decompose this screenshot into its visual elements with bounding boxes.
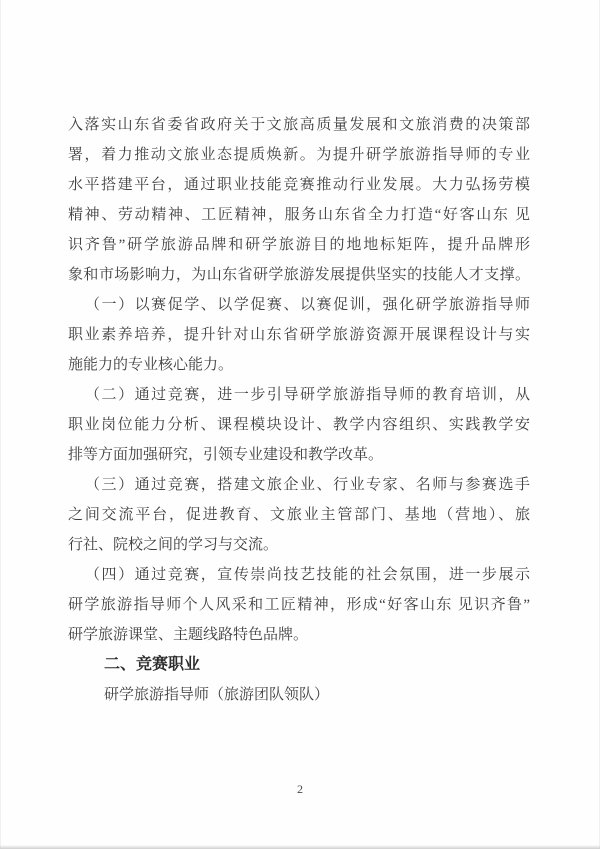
text-line: 署，着力推动文旅业态提质焕新。为提升研学旅游指导师的专业 (68, 147, 530, 163)
text-line: 水平搭建平台，通过职业技能竞赛推动行业发展。大力弘扬劳模 (68, 177, 530, 193)
text-line: 行社、院校之间的学习与交流。 (68, 537, 279, 553)
text-line: 排等方面加强研究，引领专业建设和教学改革。 (68, 447, 384, 463)
page-number: 2 (297, 782, 303, 796)
text-line: 职业岗位能力分析、课程模块设计、教学内容组织、实践教学安 (68, 417, 530, 433)
text-line: （一）以赛促学、以学促赛、以赛促训，强化研学旅游指导师 (85, 297, 530, 313)
scan-edge-left (0, 0, 1, 849)
text-line: 入落实山东省委省政府关于文旅高质量发展和文旅消费的决策部 (68, 117, 530, 133)
text-line: 研学旅游指导师个人风采和工匠精神，形成“好客山东 见识齐鲁” (68, 597, 530, 613)
document-body (68, 110, 530, 710)
text-line: 职业素养培养，提升针对山东省研学旅游资源开展课程设计与实 (68, 327, 530, 343)
text-line: 研学旅游课堂、主题线路特色品牌。 (68, 627, 309, 643)
text-line: （三）通过竞赛，搭建文旅企业、行业专家、名师与参赛选手 (85, 477, 530, 493)
text-line: 象和市场影响力，为山东省研学旅游发展提供坚实的技能人才支撑。 (68, 267, 530, 283)
text-line: 精神、劳动精神、工匠精神，服务山东省全力打造“好客山东 见 (68, 207, 530, 223)
scan-edge-bottom (0, 845, 600, 849)
text-line: 施能力的专业核心能力。 (68, 357, 234, 373)
text-line: 之间交流平台，促进教育、文旅业主管部门、基地（营地）、旅 (68, 507, 530, 523)
text-line: 识齐鲁”研学旅游品牌和研学旅游目的地地标矩阵，提升品牌形 (68, 237, 530, 253)
text-line: 研学旅游指导师（旅游团队领队） (104, 687, 330, 703)
section-heading: 二、竞赛职业 (104, 656, 201, 673)
text-line: （四）通过竞赛，宣传崇尚技艺技能的社会氛围，进一步展示 (85, 567, 530, 583)
text-line: （二）通过竞赛，进一步引导研学旅游指导师的教育培训，从 (85, 387, 530, 403)
